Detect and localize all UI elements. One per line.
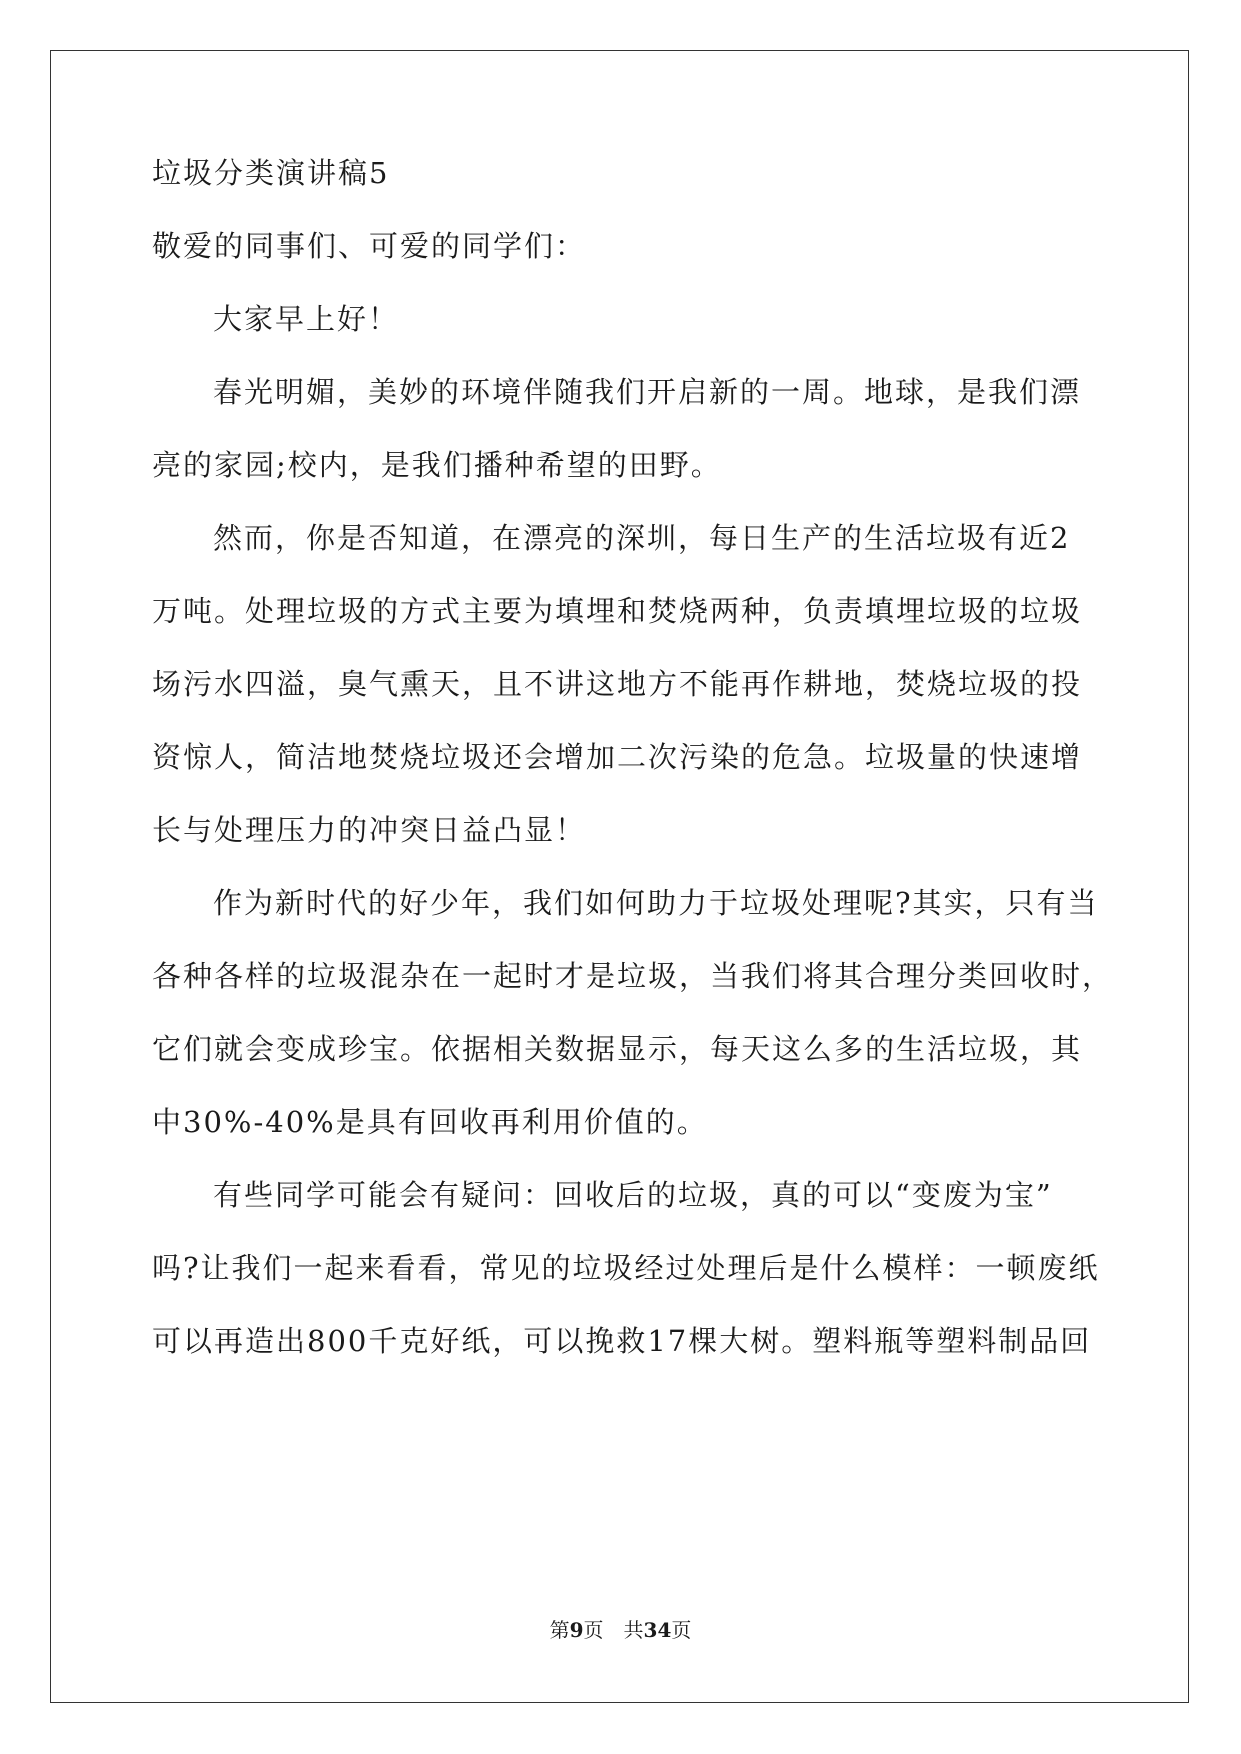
paragraph-line: 有些同学可能会有疑问：回收后的垃圾，真的可以“变废为宝” (213, 1178, 1053, 1212)
paragraph-line: 然而，你是否知道，在漂亮的深圳，每日生产的生活垃圾有近2 (213, 521, 1071, 555)
page-number: 9 (569, 1618, 584, 1642)
greeting-line: 大家早上好！ (213, 302, 400, 336)
salutation-line: 敬爱的同事们、可爱的同学们： (152, 229, 587, 263)
total-pages: 34 (643, 1618, 672, 1642)
page-suffix: 页 (671, 1618, 692, 1642)
page-border (50, 50, 1189, 1703)
page-footer (0, 1618, 1241, 1642)
paragraph-line: 场污水四溢，臭气熏天，且不讲这地方不能再作耕地，焚烧垃圾的投 (152, 667, 1083, 701)
paragraph-line: 作为新时代的好少年，我们如何助力于垃圾处理呢?其实，只有当 (213, 886, 1099, 920)
paragraph-line: 资惊人，简洁地焚烧垃圾还会增加二次污染的危急。垃圾量的快速增 (152, 740, 1083, 774)
paragraph-line: 可以再造出800千克好纸，可以挽救17棵大树。塑料瓶等塑料制品回 (152, 1324, 1092, 1358)
page-mid: 页 共 (583, 1618, 644, 1642)
paragraph-line: 中30%-40%是具有回收再利用价值的。 (152, 1105, 708, 1139)
paragraph-line: 春光明媚，美妙的环境伴随我们开启新的一周。地球，是我们漂 (213, 375, 1082, 409)
paragraph-line: 吗?让我们一起来看看，常见的垃圾经过处理后是什么模样：一顿废纸 (152, 1251, 1100, 1285)
paragraph-line: 各种各样的垃圾混杂在一起时才是垃圾，当我们将其合理分类回收时， (152, 959, 1114, 993)
paragraph-line: 长与处理压力的冲突日益凸显！ (152, 813, 587, 847)
paragraph-line: 它们就会变成珍宝。依据相关数据显示，每天这么多的生活垃圾，其 (152, 1032, 1083, 1066)
paragraph-line: 万吨。处理垃圾的方式主要为填埋和焚烧两种，负责填埋垃圾的垃圾 (152, 594, 1083, 628)
page-prefix: 第 (549, 1618, 570, 1642)
paragraph-line: 亮的家园;校内，是我们播种希望的田野。 (152, 448, 722, 482)
document-title: 垃圾分类演讲稿5 (152, 156, 390, 190)
